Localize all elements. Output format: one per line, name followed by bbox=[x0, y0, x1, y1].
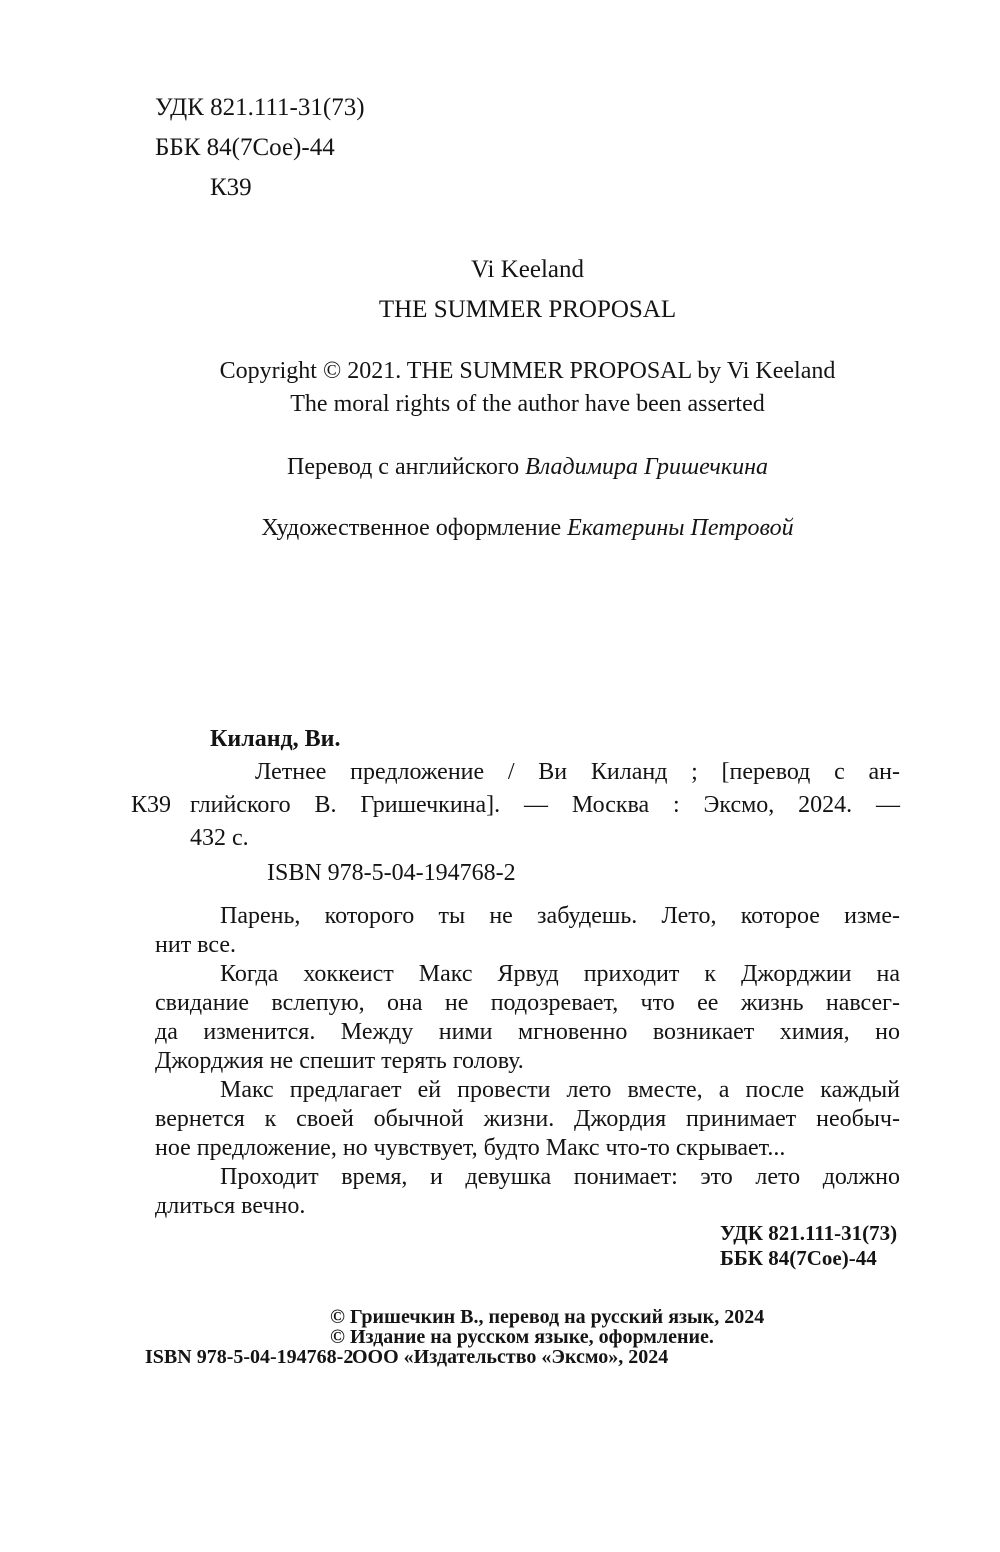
text-line: вернется к своей обычной жизни. Джордия принимает необыч- bbox=[155, 1106, 900, 1132]
moral-rights-line: The moral rights of the author have been asserted bbox=[290, 391, 765, 417]
footer-isbn: ISBN 978-5-04-194768-2 bbox=[145, 1346, 354, 1368]
footer-block bbox=[145, 1306, 900, 1368]
catalog-heading: Киланд, Ви. bbox=[210, 726, 341, 752]
designer-name: Екатерины Петровой bbox=[567, 515, 794, 541]
copyright-line: Copyright © 2021. THE SUMMER PROPOSAL by Vi Keeland bbox=[219, 358, 836, 384]
annotation-paragraph bbox=[155, 960, 900, 1076]
translation-credit-prefix: Перевод с английского bbox=[286, 454, 526, 480]
catalog-card bbox=[131, 723, 900, 890]
text-line: Парень, которого ты не забудешь. Лето, которое изме- bbox=[220, 903, 900, 929]
annotation-paragraph bbox=[155, 1163, 900, 1221]
original-title: THE SUMMER PROPOSAL bbox=[378, 296, 677, 323]
annotation-block bbox=[155, 902, 900, 1221]
translation-credit bbox=[155, 451, 900, 484]
udc-code-bottom: УДК 821.111-31(73) bbox=[720, 1221, 898, 1245]
design-credit-prefix: Художественное оформление bbox=[261, 515, 568, 541]
text-line: Джорджия не спешит терять голову. bbox=[155, 1048, 524, 1074]
text-line: Проходит время, и девушка понимает: это лето должно bbox=[220, 1164, 900, 1190]
annotation-paragraph bbox=[155, 1076, 900, 1163]
catalog-isbn: ISBN 978-5-04-194768-2 bbox=[267, 860, 516, 886]
annotation-paragraph bbox=[155, 902, 900, 960]
text-line: Когда хоккеист Макс Ярвуд приходит к Джорджии на bbox=[220, 961, 900, 987]
author-sign-margin: К39 bbox=[131, 792, 172, 818]
text-line: © Издание на русском языке, оформление. bbox=[330, 1326, 714, 1348]
text-line: глийского В. Гришечкина]. — Москва : Эксмо, 2024. — bbox=[190, 792, 900, 818]
footer-copyright-block bbox=[330, 1307, 900, 1367]
translator-name: Владимира Гришечкина bbox=[525, 454, 768, 480]
bottom-codes-block bbox=[720, 1221, 900, 1271]
page-content bbox=[131, 0, 900, 1368]
text-line: нит все. bbox=[155, 932, 236, 958]
text-line: свидание вслепую, она не подозревает, что ее жизнь навсег- bbox=[155, 990, 900, 1016]
top-codes-block bbox=[155, 88, 900, 208]
text-line: ООО «Издательство «Эксмо», 2024 bbox=[352, 1346, 669, 1368]
bbk-code-bottom: ББК 84(7Сое)-44 bbox=[720, 1246, 877, 1270]
text-line: Макс предлагает ей провести лето вместе, а после каждый bbox=[220, 1077, 900, 1103]
bbk-code-top: ББК 84(7Сое)-44 bbox=[155, 134, 335, 161]
text-line: Летнее предложение / Ви Киланд ; [перевод с ан- bbox=[255, 759, 900, 785]
udc-code-top: УДК 821.111-31(73) bbox=[155, 94, 365, 121]
text-line: длиться вечно. bbox=[155, 1193, 306, 1219]
text-line: да изменится. Между ними мгновенно возникает химия, но bbox=[155, 1019, 900, 1045]
original-author: Vi Keeland bbox=[470, 256, 585, 283]
text-line: 432 с. bbox=[190, 825, 249, 851]
catalog-entry bbox=[190, 756, 900, 855]
text-line: © Гришечкин В., перевод на русский язык, 2024 bbox=[330, 1306, 765, 1328]
original-edition-block bbox=[155, 250, 900, 330]
original-copyright-block bbox=[155, 355, 900, 421]
author-sign-top: К39 bbox=[210, 174, 252, 201]
design-credit bbox=[155, 512, 900, 545]
text-line: ное предложение, но чувствует, будто Макс что-то скрывает... bbox=[155, 1135, 786, 1161]
